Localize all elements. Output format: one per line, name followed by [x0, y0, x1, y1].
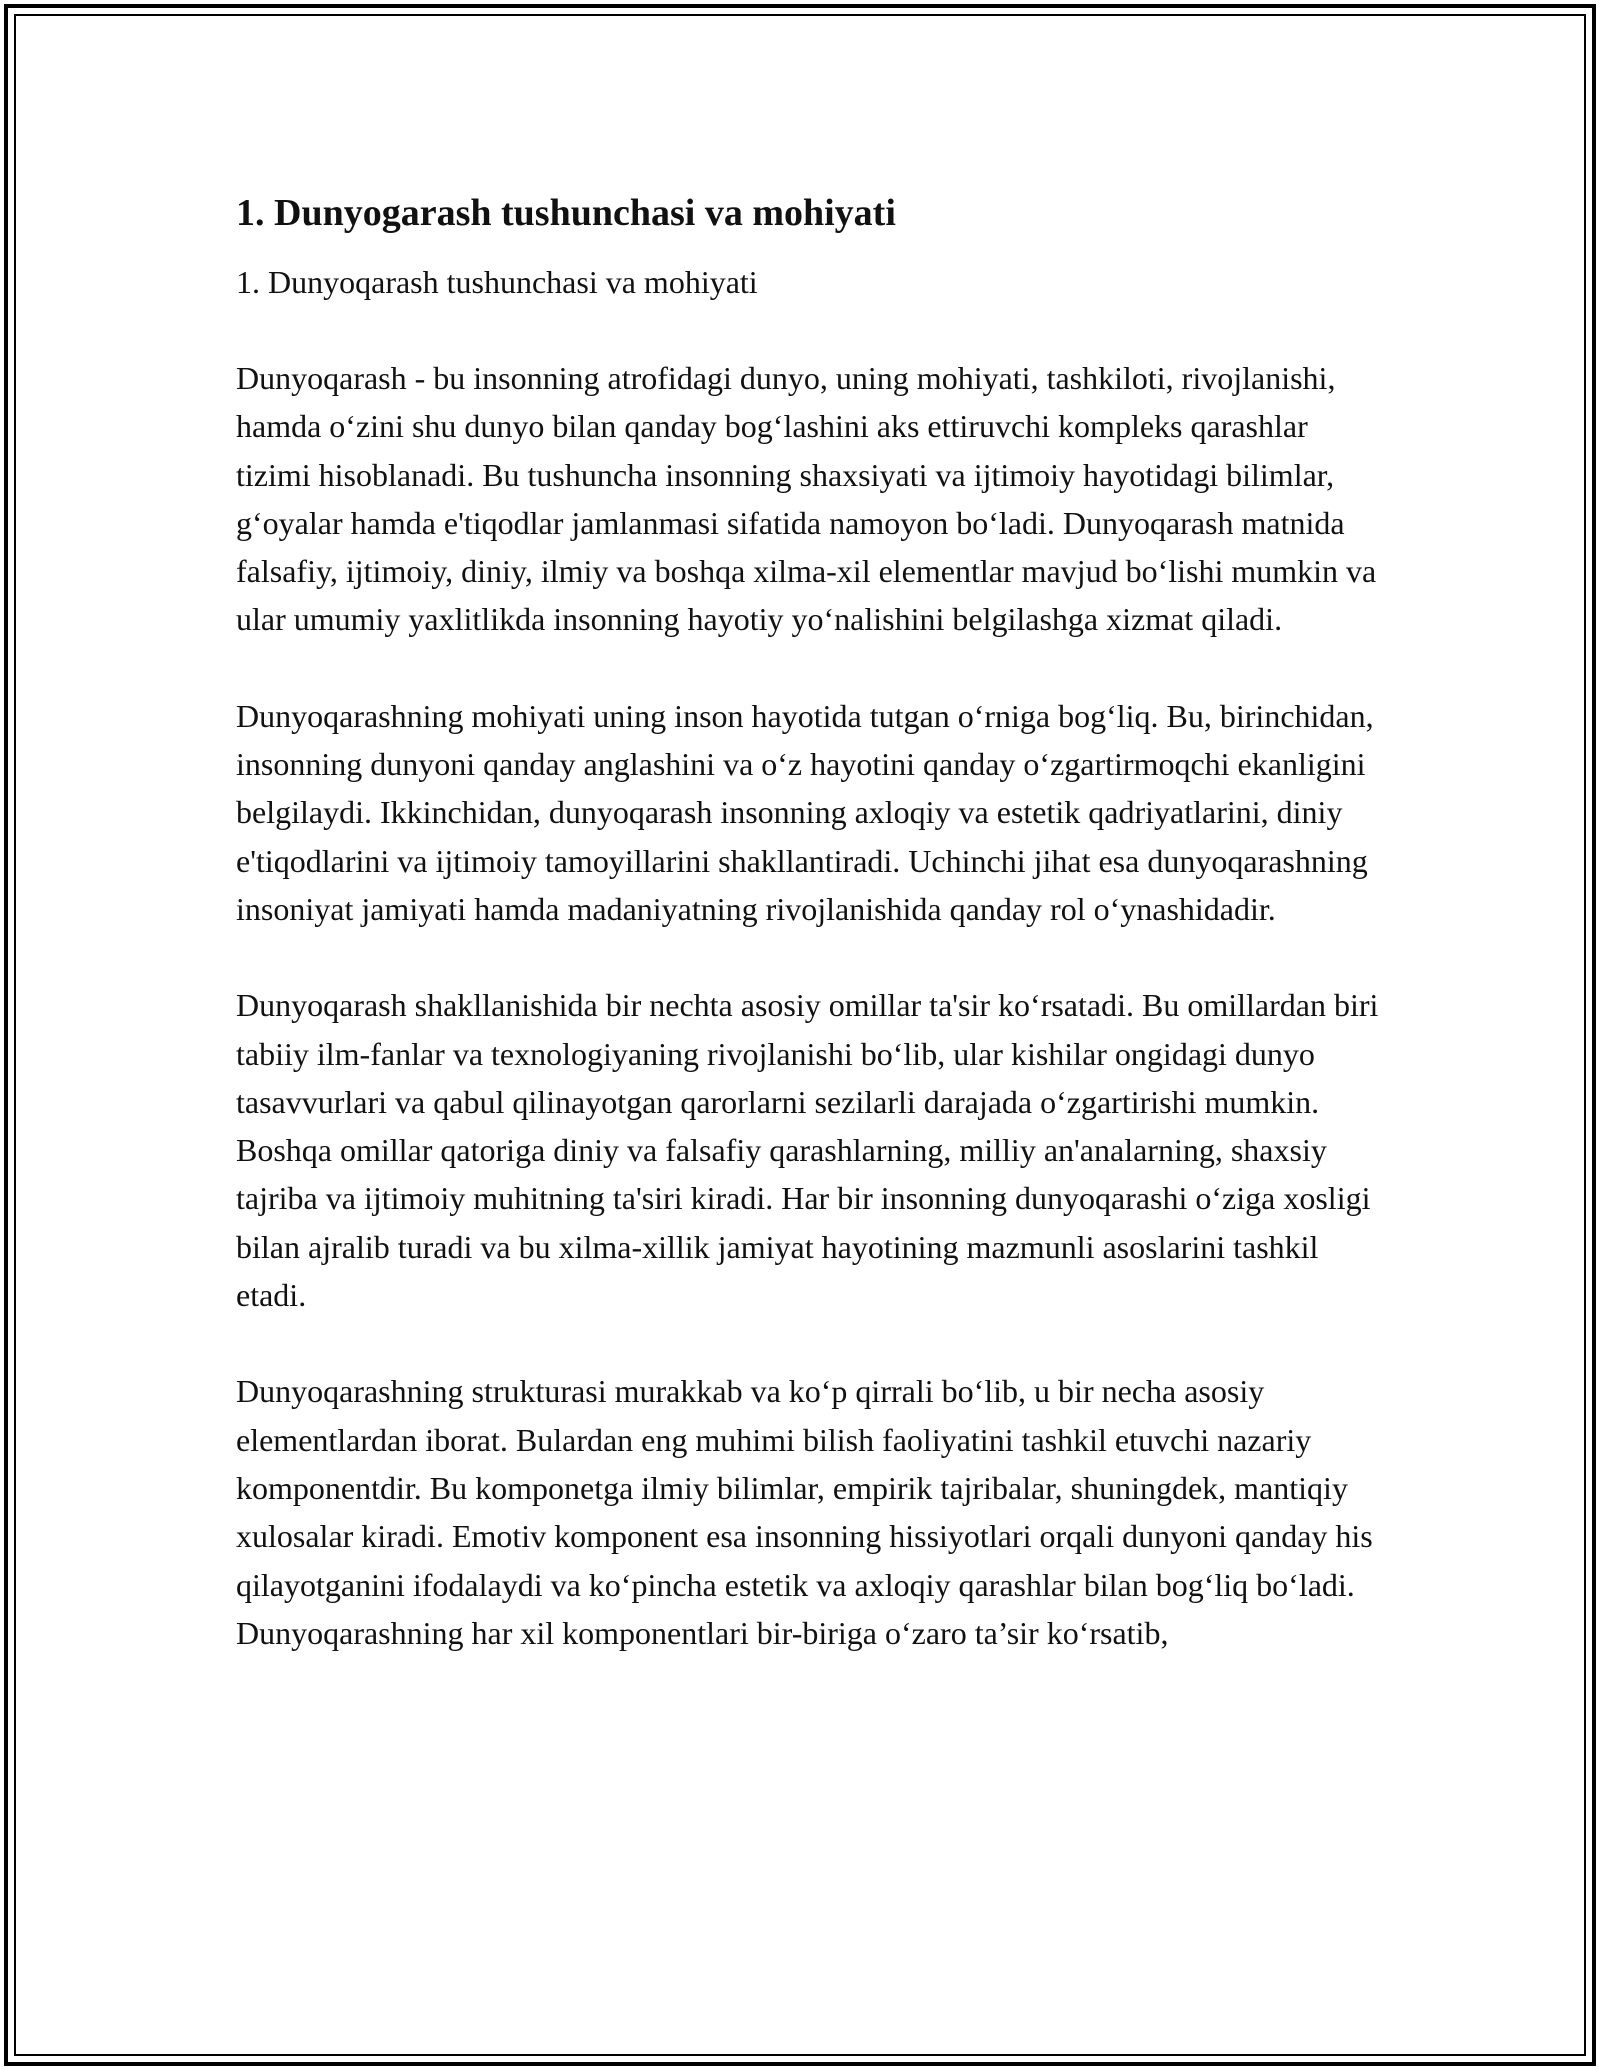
document-subtitle: 1. Dunyoqarash tushunchasi va mohiyati: [236, 264, 758, 300]
paragraph-3: Dunyoqarash shakllanishida bir nechta asosiy omillar ta'sir ko‘rsatadi. Bu omillardan biri tabiiy ilm-fanlar va texnologiyaning rivojlanishi bo‘lib, ular kishilar ongidagi dunyo tasavvurlari va qabul qilinayotgan qarorlarni sezilarli darajada o‘zgartirishi mumkin. Boshqa omillar qatoriga diniy va falsafiy qarashlarning, milliy an'analarning, shaxsiy tajriba va ijtimoiy muhitning ta'siri kiradi. Har bir insonning dunyoqarashi o‘ziga xosligi bilan ajralib turadi va bu xilma-xillik jamiyat hayotining mazmunli asoslarini tashkil etadi.: [236, 987, 1379, 1314]
document-title: 1. Dunyogarash tushunchasi va mohiyati: [236, 192, 896, 234]
paragraph-2: Dunyoqarashning mohiyati uning inson hayotida tutgan o‘rniga bog‘liq. Bu, birinchidan, insonning dunyoni qanday anglashini va o‘z hayotini qanday o‘zgartirmoqchi ekanligini belgilaydi. Ikkinchidan, dunyoqarash insonning axloqiy va estetik qadriyatlarini, diniy e'tiqodlarini va ijtimoiy tamoyillarini shakllantiradi. Uchinchi jihat esa dunyoqarashning insoniyat jamiyati hamda madaniyatning rivojlanishida qanday rol o‘ynashidadir.: [236, 697, 1374, 927]
paragraph-4: Dunyoqarashning strukturasi murakkab va ko‘p qirrali bo‘lib, u bir necha asosiy elementlardan iborat. Bulardan eng muhimi bilish faoliyatini tashkil etuvchi nazariy komponentdir. Bu komponetga ilmiy bilimlar, empirik tajribalar, shuningdek, mantiqiy xulosalar kiradi. Emotiv komponent esa insonning hissiyotlari orqali dunyoni qanday his qilayotganini ifodalaydi va ko‘pincha estetik va axloqiy qarashlar bilan bog‘liq bo‘ladi. Dunyoqarashning har xil komponentlari bir-biriga o‘zaro ta’sir ko‘rsatib,: [236, 1373, 1373, 1651]
document-body: [236, 186, 1386, 1705]
paragraph-1: Dunyoqarash - bu insonning atrofidagi dunyo, uning mohiyati, tashkiloti, rivojlanishi, hamda o‘zini shu dunyo bilan qanday bog‘lashini aks ettiruvchi kompleks qarashlar tizimi hisoblanadi. Bu tushuncha insonning shaxsiyati va ijtimoiy hayotidagi bilimlar, g‘oyalar hamda e'tiqodlar jamlanmasi sifatida namoyon bo‘ladi. Dunyoqarash matnida falsafiy, ijtimoiy, diniy, ilmiy va boshqa xilma-xil elementlar mavjud bo‘lishi mumkin va ular umumiy yaxlitlikda insonning hayotiy yo‘nalishini belgilashga xizmat qiladi.: [236, 360, 1377, 638]
